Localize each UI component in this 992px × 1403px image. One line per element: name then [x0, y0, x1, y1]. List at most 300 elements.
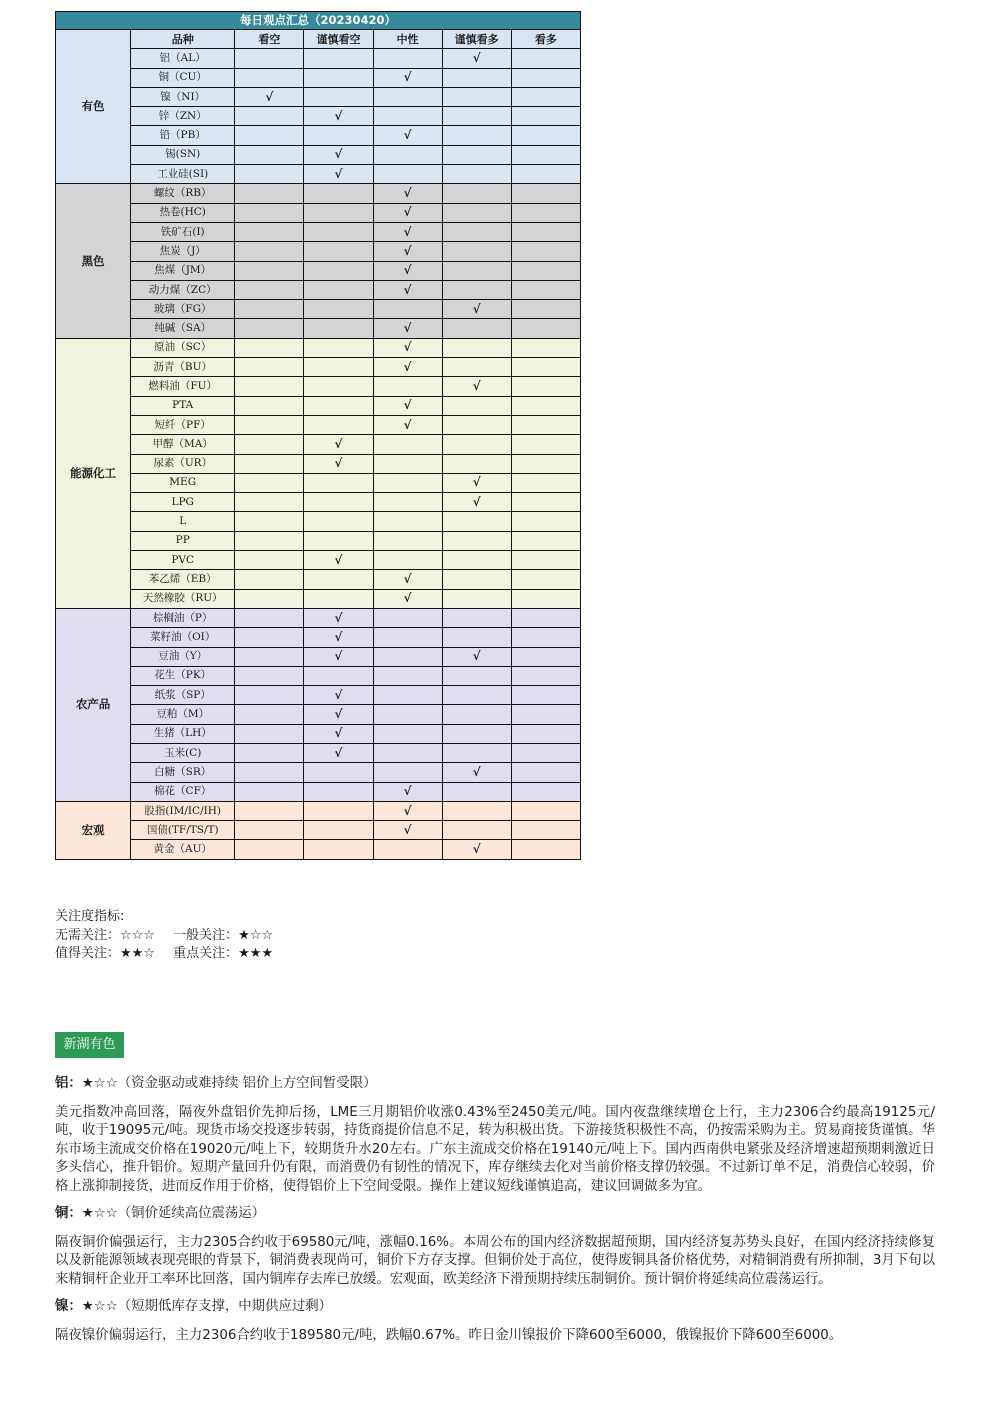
view-cell: [511, 165, 580, 184]
commodity-name: 铜：: [55, 1206, 82, 1222]
table-row: [56, 261, 581, 280]
commentary-item-aluminum: [55, 1072, 935, 1196]
view-cell: [304, 396, 373, 415]
table-row: [56, 840, 581, 859]
view-cell: [235, 435, 304, 454]
table-row: [56, 280, 581, 299]
table-row: [56, 87, 581, 106]
table-row: [56, 145, 581, 164]
check-mark-icon: √: [373, 222, 442, 241]
commodity-name: 铝：: [55, 1076, 82, 1091]
commodity-cell: 燃料油（FU）: [131, 377, 235, 396]
check-mark-icon: √: [304, 608, 373, 627]
view-cell: [235, 415, 304, 434]
commodity-cell: 玻璃（FG）: [131, 300, 235, 319]
view-cell: [511, 628, 580, 647]
commodity-cell: 焦煤（JM）: [131, 261, 235, 280]
view-cell: [511, 145, 580, 164]
commodity-cell: 沥青（BU）: [131, 358, 235, 377]
check-mark-icon: √: [373, 358, 442, 377]
table-row: [56, 377, 581, 396]
view-cell: [235, 126, 304, 145]
view-cell: [304, 821, 373, 840]
view-cell: [235, 801, 304, 820]
view-cell: [442, 589, 511, 608]
view-cell: [511, 300, 580, 319]
legend-key-attention: 重点关注：★★★: [173, 946, 274, 961]
check-mark-icon: √: [373, 280, 442, 299]
legend-title: 关注度指标:: [55, 909, 125, 924]
view-cell: [304, 589, 373, 608]
check-mark-icon: √: [304, 724, 373, 743]
commodity-cell: 豆油（Y）: [131, 647, 235, 666]
star-rating: ★☆☆: [81, 1206, 118, 1222]
column-header: 谨慎看多: [442, 30, 511, 49]
commodity-cell: 花生（PK）: [131, 666, 235, 685]
commodity-cell: 白糖（SR）: [131, 763, 235, 782]
check-mark-icon: √: [373, 68, 442, 87]
view-cell: [304, 300, 373, 319]
view-cell: [304, 261, 373, 280]
commentary-body: 美元指数冲高回落，隔夜外盘铝价先抑后扬，LME三月期铝价收涨0.43%至2450美元/吨。国内夜盘继续增仓上行，主力2306合约最高19125元/吨，收于19095元/吨。现货市场交投逐步转弱，持货商提价信息不足，转为积极出货。下游接货积极性不高，仍按需采购为主。贸易商接货谨慎。华东市场主流成交价格在19020元/吨上下，较期货升水20左右。广东主流成交价格在19140元/吨上下。国内西南供电紧张及经济增速超预期刺激近日多头信心，推升铝价。短期产量回升仍有限，而消费仍有韧性的情况下，库存继续去化对当前价格支撑仍较强。不过新订单不足，消费信心较弱，价格上涨抑制接货，进而反作用于价格，使得铝价上下空间受限。操作上建议短线谨慎追高，建议回调做多为宜。: [55, 1105, 935, 1194]
view-cell: [442, 126, 511, 145]
view-cell: [304, 570, 373, 589]
check-mark-icon: √: [373, 570, 442, 589]
check-mark-icon: √: [235, 87, 304, 106]
check-mark-icon: √: [442, 377, 511, 396]
view-cell: [511, 686, 580, 705]
table-row: [56, 107, 581, 126]
view-cell: [442, 87, 511, 106]
commodity-cell: PTA: [131, 396, 235, 415]
view-cell: [442, 608, 511, 627]
view-cell: [235, 493, 304, 512]
view-cell: [511, 87, 580, 106]
view-cell: [373, 763, 442, 782]
check-mark-icon: √: [373, 396, 442, 415]
view-cell: [442, 801, 511, 820]
view-cell: [373, 647, 442, 666]
view-cell: [442, 184, 511, 203]
table-row: [56, 242, 581, 261]
view-cell: [373, 666, 442, 685]
view-cell: [235, 261, 304, 280]
commentary-heading: [55, 1072, 935, 1096]
view-cell: [235, 300, 304, 319]
commodity-cell: 甲醇（MA）: [131, 435, 235, 454]
view-cell: [442, 203, 511, 222]
table-row: [56, 743, 581, 762]
commodity-cell: PVC: [131, 551, 235, 570]
view-cell: [373, 165, 442, 184]
check-mark-icon: √: [373, 589, 442, 608]
table-row: [56, 512, 581, 531]
commodity-cell: 纸浆（SP）: [131, 686, 235, 705]
table-row: [56, 49, 581, 68]
view-cell: [442, 222, 511, 241]
view-cell: [304, 222, 373, 241]
commentary-item-nickel: [55, 1295, 935, 1345]
table-row: [56, 338, 581, 357]
commodity-cell: 铁矿石(I): [131, 222, 235, 241]
view-cell: [511, 203, 580, 222]
view-cell: [235, 628, 304, 647]
view-cell: [304, 203, 373, 222]
view-cell: [511, 473, 580, 492]
view-cell: [373, 705, 442, 724]
check-mark-icon: √: [373, 319, 442, 338]
view-cell: [442, 570, 511, 589]
view-cell: [511, 377, 580, 396]
view-cell: [235, 570, 304, 589]
view-cell: [304, 666, 373, 685]
commodity-cell: 豆粕（M）: [131, 705, 235, 724]
view-cell: [235, 763, 304, 782]
check-mark-icon: √: [304, 454, 373, 473]
table-row: [56, 165, 581, 184]
check-mark-icon: √: [373, 338, 442, 357]
view-cell: [442, 261, 511, 280]
view-cell: [511, 126, 580, 145]
commentary-subtitle: （短期低库存支撑，中期供应过剩）: [117, 1299, 333, 1315]
commentary-list: [55, 1066, 935, 1352]
view-cell: [235, 608, 304, 627]
view-cell: [511, 222, 580, 241]
commentary-item-copper: [55, 1202, 935, 1289]
commentary-subtitle: （铜价延续高位震荡运）: [117, 1206, 266, 1222]
view-cell: [442, 242, 511, 261]
check-mark-icon: √: [373, 203, 442, 222]
view-cell: [373, 300, 442, 319]
commodity-cell: 菜籽油（OI）: [131, 628, 235, 647]
view-cell: [511, 551, 580, 570]
section-badge-nonferrous: 新湖有色: [55, 1032, 124, 1058]
check-mark-icon: √: [373, 782, 442, 801]
category-cell: 农产品: [56, 608, 131, 801]
view-cell: [511, 242, 580, 261]
view-cell: [235, 840, 304, 859]
commodity-cell: 锌（ZN）: [131, 107, 235, 126]
table-row: [56, 454, 581, 473]
check-mark-icon: √: [304, 686, 373, 705]
table-row: [56, 763, 581, 782]
view-cell: [511, 49, 580, 68]
view-cell: [511, 280, 580, 299]
commodity-cell: 尿素（UR）: [131, 454, 235, 473]
view-cell: [235, 512, 304, 531]
view-cell: [511, 821, 580, 840]
view-cell: [304, 377, 373, 396]
view-cell: [373, 724, 442, 743]
view-cell: [442, 821, 511, 840]
column-header: 看多: [511, 30, 580, 49]
view-cell: [235, 280, 304, 299]
commentary-subtitle: （资金驱动或难持续 铝价上方空间暂受限）: [117, 1076, 377, 1091]
category-cell: 宏观: [56, 801, 131, 859]
check-mark-icon: √: [442, 763, 511, 782]
check-mark-icon: √: [304, 435, 373, 454]
view-cell: [442, 551, 511, 570]
check-mark-icon: √: [373, 801, 442, 820]
table-row: [56, 705, 581, 724]
table-row: [56, 493, 581, 512]
view-cell: [511, 840, 580, 859]
commodity-cell: 棉花（CF）: [131, 782, 235, 801]
view-cell: [235, 319, 304, 338]
table-row: [56, 724, 581, 743]
table-row: [56, 647, 581, 666]
table-row: [56, 415, 581, 434]
view-cell: [511, 493, 580, 512]
view-cell: [235, 454, 304, 473]
table-row: [56, 686, 581, 705]
view-cell: [235, 68, 304, 87]
view-cell: [511, 338, 580, 357]
view-cell: [373, 107, 442, 126]
check-mark-icon: √: [304, 628, 373, 647]
view-cell: [511, 724, 580, 743]
view-cell: [442, 512, 511, 531]
check-mark-icon: √: [304, 705, 373, 724]
view-cell: [511, 319, 580, 338]
table-title: 每日观点汇总（20230420）: [56, 12, 581, 30]
view-cell: [511, 415, 580, 434]
legend-no-attention: 无需关注：☆☆☆: [55, 927, 155, 943]
commodity-cell: 锡(SN): [131, 145, 235, 164]
view-cell: [511, 107, 580, 126]
view-cell: [373, 512, 442, 531]
view-cell: [304, 126, 373, 145]
check-mark-icon: √: [304, 107, 373, 126]
view-cell: [511, 570, 580, 589]
check-mark-icon: √: [442, 300, 511, 319]
view-cell: [373, 377, 442, 396]
commodity-name: 镍：: [55, 1299, 82, 1315]
category-cell: 有色: [56, 30, 131, 184]
commentary-heading: [55, 1295, 935, 1319]
view-cell: [304, 338, 373, 357]
view-cell: [235, 705, 304, 724]
view-cell: [373, 840, 442, 859]
table-row: [56, 203, 581, 222]
check-mark-icon: √: [373, 415, 442, 434]
check-mark-icon: √: [304, 145, 373, 164]
check-mark-icon: √: [442, 473, 511, 492]
table-row: [56, 666, 581, 685]
commodity-cell: 螺纹（RB）: [131, 184, 235, 203]
view-cell: [442, 686, 511, 705]
commodity-cell: 镍（NI）: [131, 87, 235, 106]
commodity-cell: 黄金（AU）: [131, 840, 235, 859]
commodity-cell: 铝（AL）: [131, 49, 235, 68]
view-cell: [442, 68, 511, 87]
view-cell: [304, 358, 373, 377]
commentary-heading: [55, 1202, 935, 1226]
table-row: [56, 222, 581, 241]
view-cell: [442, 531, 511, 550]
commodity-cell: 苯乙烯（EB）: [131, 570, 235, 589]
view-cell: [304, 473, 373, 492]
view-cell: [235, 686, 304, 705]
table-row: [56, 531, 581, 550]
view-cell: [442, 743, 511, 762]
check-mark-icon: √: [373, 261, 442, 280]
table-row: [56, 628, 581, 647]
commodity-cell: 原油（SC）: [131, 338, 235, 357]
view-cell: [235, 242, 304, 261]
view-cell: [235, 338, 304, 357]
view-cell: [304, 763, 373, 782]
legend-worth-attention: 值得关注：★★☆: [55, 946, 155, 961]
view-cell: [235, 107, 304, 126]
view-cell: [235, 377, 304, 396]
view-cell: [235, 184, 304, 203]
commodity-cell: 工业硅(SI): [131, 165, 235, 184]
commodity-cell: 纯碱（SA）: [131, 319, 235, 338]
view-cell: [442, 454, 511, 473]
star-rating: ★☆☆: [81, 1076, 118, 1091]
commodity-cell: 股指(IM/IC/IH): [131, 801, 235, 820]
view-cell: [511, 68, 580, 87]
view-cell: [304, 242, 373, 261]
view-cell: [373, 87, 442, 106]
view-cell: [235, 49, 304, 68]
view-cell: [235, 782, 304, 801]
view-cell: [442, 165, 511, 184]
table-row: [56, 126, 581, 145]
view-cell: [442, 782, 511, 801]
view-cell: [373, 628, 442, 647]
view-cell: [373, 145, 442, 164]
attention-legend: [55, 908, 287, 964]
commodity-cell: 动力煤（ZC）: [131, 280, 235, 299]
view-cell: [511, 531, 580, 550]
commodity-cell: MEG: [131, 473, 235, 492]
view-cell: [235, 666, 304, 685]
view-cell: [511, 608, 580, 627]
view-cell: [442, 338, 511, 357]
view-cell: [304, 280, 373, 299]
column-header: 看空: [235, 30, 304, 49]
view-cell: [442, 415, 511, 434]
view-cell: [511, 261, 580, 280]
view-cell: [304, 49, 373, 68]
view-cell: [511, 801, 580, 820]
table-row: [56, 435, 581, 454]
view-cell: [442, 724, 511, 743]
view-cell: [235, 203, 304, 222]
view-cell: [235, 165, 304, 184]
view-cell: [442, 319, 511, 338]
check-mark-icon: √: [442, 493, 511, 512]
view-cell: [235, 551, 304, 570]
commodity-cell: 焦炭（J）: [131, 242, 235, 261]
view-cell: [442, 705, 511, 724]
commodity-cell: 热卷(HC): [131, 203, 235, 222]
view-cell: [511, 184, 580, 203]
view-cell: [373, 493, 442, 512]
category-cell: 黑色: [56, 184, 131, 338]
view-cell: [373, 686, 442, 705]
commentary-body: 隔夜铜价偏强运行，主力2305合约收于69580元/吨，涨幅0.16%。本周公布的国内经济数据超预期，国内经济复苏势头良好，在国内经济持续修复以及新能源领域表现亮眼的背景下，铜消费表现尚可，铜价下方存支撑。但铜价处于高位，使得废铜具备价格优势，对精铜消费有所抑制，3月下旬以来精铜杆企业开工率环比回落，国内铜库存去库已放缓。宏观面，欧美经济下滑预期持续压制铜价。预计铜价将延续高位震荡运行。: [55, 1235, 935, 1287]
commodity-cell: 短纤（PF）: [131, 415, 235, 434]
view-cell: [442, 358, 511, 377]
commodity-cell: L: [131, 512, 235, 531]
view-cell: [511, 743, 580, 762]
column-header: 谨慎看空: [304, 30, 373, 49]
view-cell: [511, 666, 580, 685]
table-row: [56, 608, 581, 627]
view-cell: [511, 435, 580, 454]
view-cell: [304, 87, 373, 106]
view-cell: [235, 145, 304, 164]
view-cell: [304, 531, 373, 550]
table-row: [56, 821, 581, 840]
commodity-cell: 玉米(C): [131, 743, 235, 762]
table-row: [56, 396, 581, 415]
check-mark-icon: √: [442, 49, 511, 68]
table-row: [56, 551, 581, 570]
view-cell: [373, 551, 442, 570]
view-cell: [235, 473, 304, 492]
table-row: [56, 801, 581, 820]
table-row: [56, 473, 581, 492]
commodity-cell: PP: [131, 531, 235, 550]
view-cell: [304, 782, 373, 801]
view-cell: [235, 821, 304, 840]
legend-general-attention: 一般关注：★☆☆: [173, 927, 274, 943]
category-cell: 能源化工: [56, 338, 131, 608]
check-mark-icon: √: [373, 242, 442, 261]
check-mark-icon: √: [442, 840, 511, 859]
column-header: 中性: [373, 30, 442, 49]
commodity-cell: LPG: [131, 493, 235, 512]
view-cell: [304, 319, 373, 338]
commodity-cell: 铅（PB）: [131, 126, 235, 145]
view-cell: [235, 743, 304, 762]
view-cell: [511, 647, 580, 666]
star-rating: ★☆☆: [81, 1299, 118, 1315]
view-cell: [304, 493, 373, 512]
view-cell: [373, 454, 442, 473]
view-cell: [511, 512, 580, 531]
view-cell: [235, 222, 304, 241]
view-cell: [511, 589, 580, 608]
table-row: [56, 319, 581, 338]
view-cell: [304, 840, 373, 859]
view-cell: [442, 435, 511, 454]
table-row: [56, 358, 581, 377]
view-cell: [304, 415, 373, 434]
view-cell: [442, 145, 511, 164]
view-cell: [235, 724, 304, 743]
view-cell: [511, 358, 580, 377]
view-cell: [373, 49, 442, 68]
view-cell: [442, 666, 511, 685]
table-row: [56, 570, 581, 589]
view-cell: [373, 743, 442, 762]
view-cell: [235, 358, 304, 377]
check-mark-icon: √: [304, 551, 373, 570]
view-cell: [511, 396, 580, 415]
view-cell: [511, 763, 580, 782]
check-mark-icon: √: [373, 821, 442, 840]
commodity-cell: 棕榈油（P）: [131, 608, 235, 627]
check-mark-icon: √: [304, 647, 373, 666]
view-cell: [442, 280, 511, 299]
daily-view-summary-table: [55, 11, 581, 860]
view-cell: [442, 107, 511, 126]
